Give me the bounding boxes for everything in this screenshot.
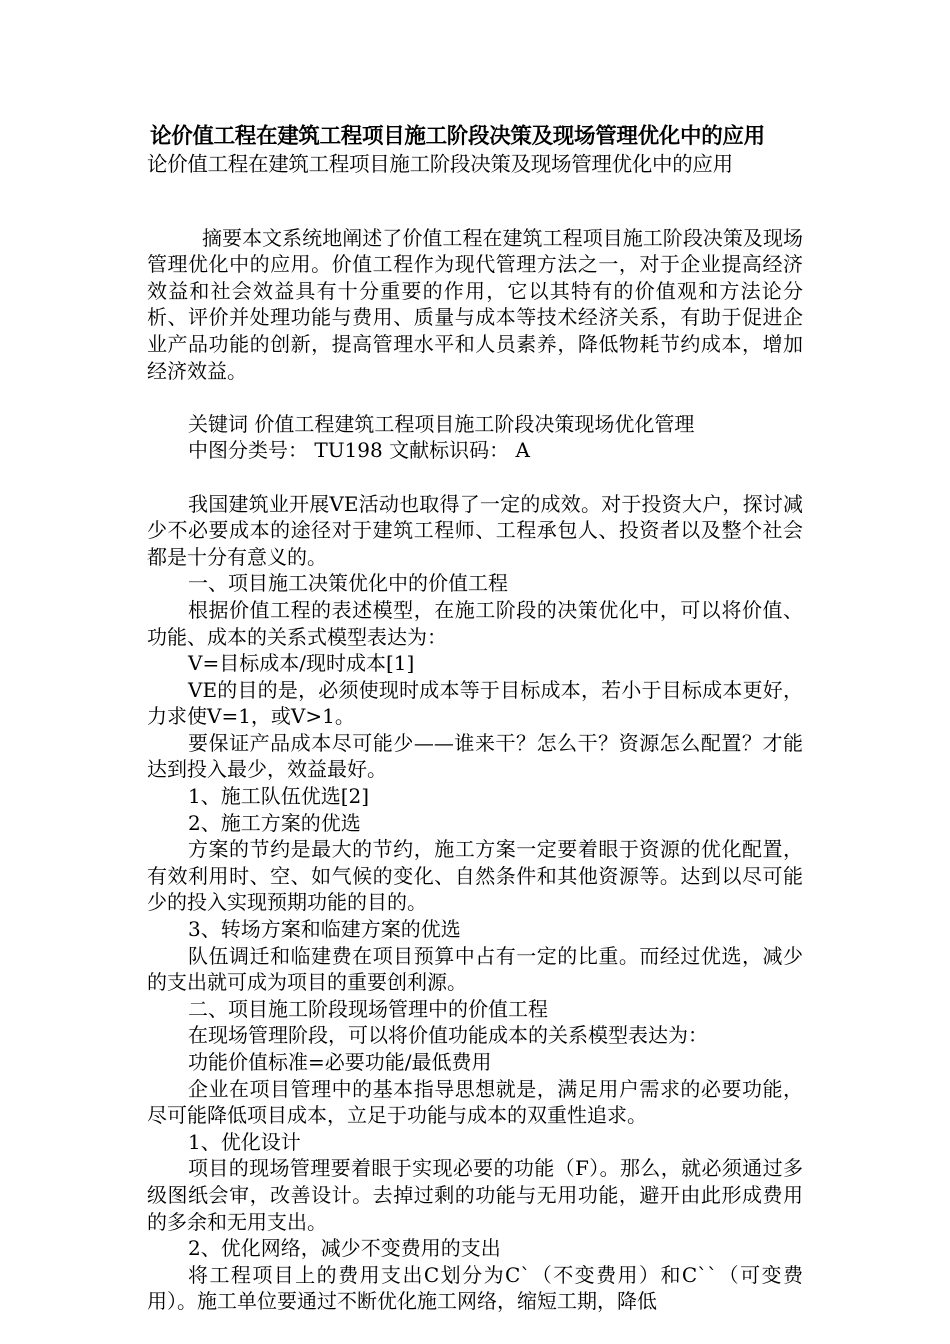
document-subtitle: 论价值工程在建筑工程项目施工阶段决策及现场管理优化中的应用 xyxy=(147,152,733,176)
subheading: 1、优化设计 xyxy=(188,1129,301,1154)
document-title: 论价值工程在建筑工程项目施工阶段决策及现场管理优化中的应用 xyxy=(150,124,765,149)
section-heading-2: 二、项目施工阶段现场管理中的价值工程 xyxy=(188,996,548,1021)
body-paragraph: 将工程项目上的费用支出C划分为C`（不变费用）和C``（可变费用）。施工单位要通过不断优化施工网络，缩短工期，降低 xyxy=(147,1262,803,1314)
body-paragraph: 要保证产品成本尽可能少——谁来干？怎么干？资源怎么配置？才能达到投入最少，效益最好。 xyxy=(147,730,803,782)
spacer xyxy=(147,384,803,411)
keywords-line: 关键词 价值工程建筑工程项目施工阶段决策现场优化管理 xyxy=(188,411,695,436)
body-paragraph: VE的目的是，必须使现时成本等于目标成本，若小于目标成本更好，力求使V=1，或V>1。 xyxy=(147,677,803,729)
subheading: 2、施工方案的优选 xyxy=(188,810,361,835)
subheading: 3、转场方案和临建方案的优选 xyxy=(188,917,461,942)
body-paragraph: 队伍调迁和临建费在项目预算中占有一定的比重。而经过优选，减少的支出就可成为项目的重要创利源。 xyxy=(147,943,803,995)
spacer xyxy=(147,464,803,491)
formula-line: 功能价值标准=必要功能/最低费用 xyxy=(188,1050,492,1074)
classification-line: 中图分类号： TU198 文献标识码： A xyxy=(188,438,530,463)
spacer xyxy=(147,198,803,225)
body-paragraph: 企业在项目管理中的基本指导思想就是，满足用户需求的必要功能，尽可能降低项目成本，立足于功能与成本的双重性追求。 xyxy=(147,1076,803,1128)
document-body xyxy=(147,198,803,1315)
abstract-paragraph: 摘要本文系统地阐述了价值工程在建筑工程项目施工阶段决策及现场管理优化中的应用。价值工程作为现代管理方法之一，对于企业提高经济效益和社会效益具有十分重要的作用，它以其特有的价值观和方法论分析、评价并处理功能与费用、质量与成本等技术经济关系，有助于促进企业产品功能的创新，提高管理水平和人员素养，降低物耗节约成本，增加经济效益。 xyxy=(147,225,803,383)
body-paragraph: 方案的节约是最大的节约，施工方案一定要着眼于资源的优化配置，有效利用时、空、如气候的变化、自然条件和其他资源等。达到以尽可能少的投入实现预期功能的目的。 xyxy=(147,837,803,915)
subheading: 1、施工队伍优选[2] xyxy=(188,784,370,809)
body-paragraph: 根据价值工程的表述模型，在施工阶段的决策优化中，可以将价值、功能、成本的关系式模型表达为： xyxy=(147,597,803,649)
section-heading-1: 一、项目施工决策优化中的价值工程 xyxy=(188,571,508,596)
formula-line: V=目标成本/现时成本[1] xyxy=(188,651,415,676)
body-paragraph: 我国建筑业开展VE活动也取得了一定的成效。对于投资大户，探讨减少不必要成本的途径对于建筑工程师、工程承包人、投资者以及整个社会都是十分有意义的。 xyxy=(147,491,803,569)
body-paragraph: 在现场管理阶段，可以将价值功能成本的关系模型表达为： xyxy=(188,1023,708,1048)
subheading: 2、优化网络，减少不变费用的支出 xyxy=(188,1236,501,1261)
body-paragraph: 项目的现场管理要着眼于实现必要的功能（F）。那么，就必须通过多级图纸会审，改善设计。去掉过剩的功能与无用功能，避开由此形成费用的多余和无用支出。 xyxy=(147,1156,803,1234)
